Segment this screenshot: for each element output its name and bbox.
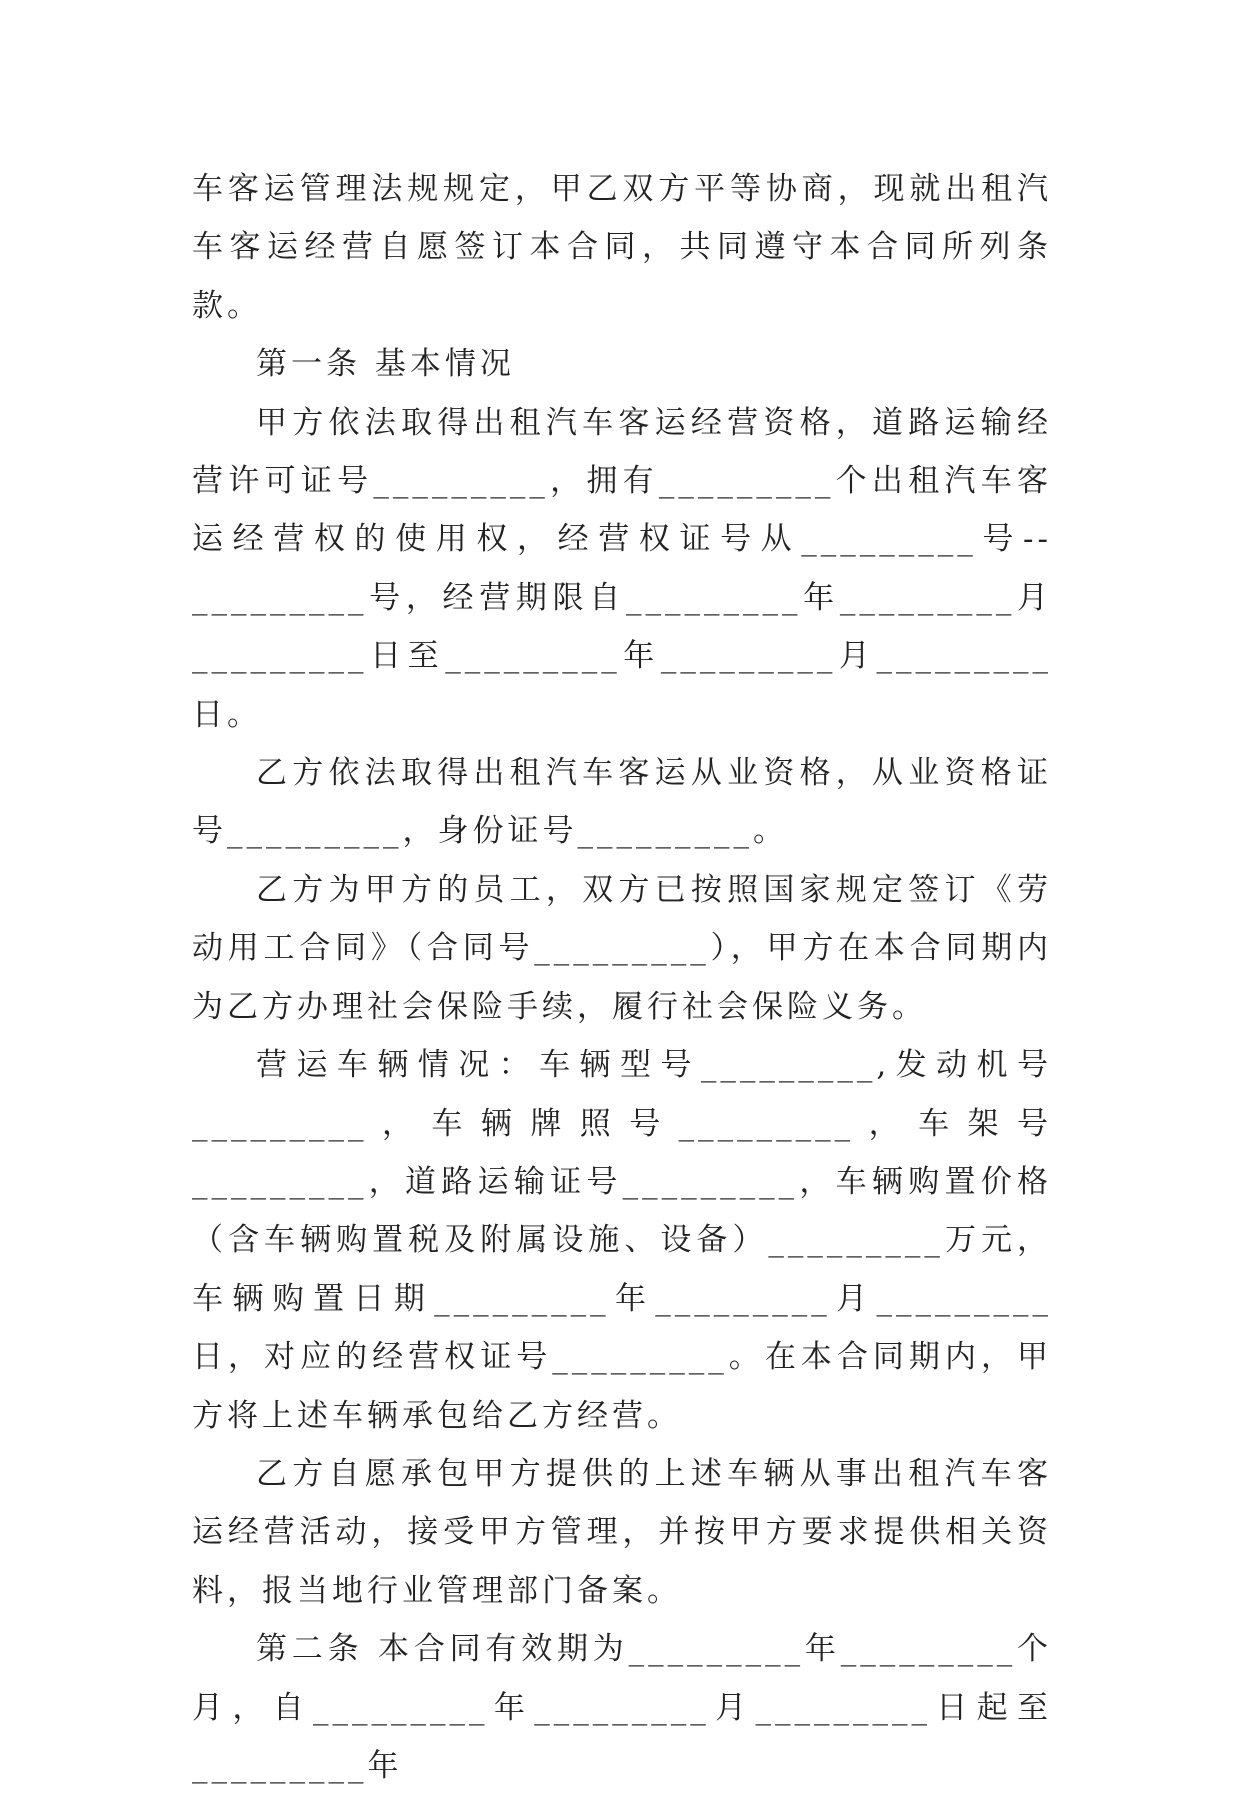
article-2-term: 第二条 本合同有效期为_________年_________个月，自_________年_________月_________日起至_________年 xyxy=(192,1631,1052,1784)
article-1-heading: 第一条 基本情况 xyxy=(256,346,515,383)
paragraph-vehicle-details: 营运车辆情况：车辆型号_________,发动机号_________，车辆牌照号_________，车架号_________，道路运输证号_________，车辆购置价格（含车辆购置税及附属设施、设备）_________万元，车辆购置日期_________年_________月_________日，对应的经营权证号_________。在本合同期内，甲方将上述车辆承包给乙方经营。 xyxy=(192,1047,1052,1434)
paragraph-party-b-consent: 乙方自愿承包甲方提供的上述车辆从事出租汽车客运经营活动，接受甲方管理，并按甲方要求提供相关资料，报当地行业管理部门备案。 xyxy=(192,1455,1052,1609)
paragraph-party-b-qualification: 乙方依法取得出租汽车客运从业资格，从业资格证号_________，身份证号_________。 xyxy=(192,755,1052,850)
paragraph-preamble-continuation: 车客运管理法规规定，甲乙双方平等协商，现就出租汽车客运经营自愿签订本合同，共同遵守本合同所列条款。 xyxy=(192,171,1052,324)
paragraph-party-a-qualification: 甲方依法取得出租汽车客运经营资格，道路运输经营许可证号_________，拥有_________个出租汽车客运经营权的使用权，经营权证号从_________号--_________号，经营期限自_________年_________月_________日至_________年_________月_________日。 xyxy=(192,404,1052,733)
document-body xyxy=(192,160,1052,1795)
paragraph-employment-contract: 乙方为甲方的员工，双方已按照国家规定签订《劳动用工合同》（合同号_________），甲方在本合同期内为乙方办理社会保险手续，履行社会保险义务。 xyxy=(192,871,1052,1025)
